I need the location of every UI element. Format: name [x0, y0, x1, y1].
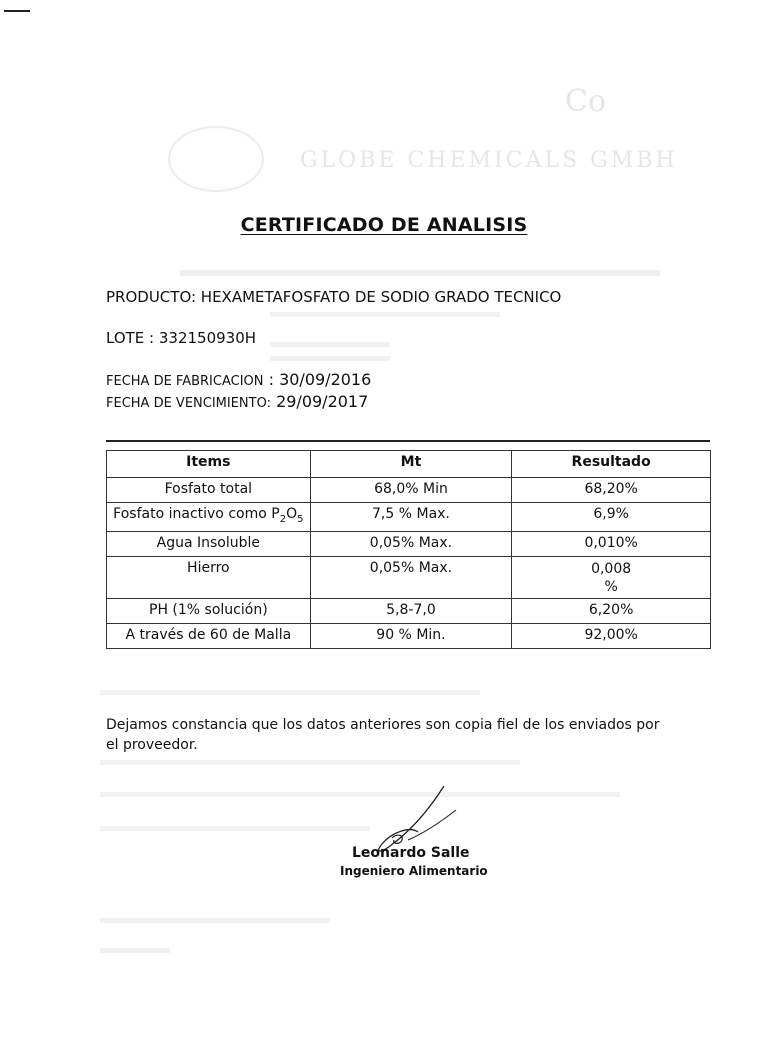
expiry-date-value: 29/09/2017 [270, 392, 369, 411]
mt-cell: 90 % Min. [310, 623, 512, 648]
section-divider [106, 440, 710, 442]
signatory-role: Ingeniero Alimentario [340, 864, 488, 878]
mt-cell: 0,05% Max. [310, 531, 512, 556]
item-cell: PH (1% solución) [107, 598, 311, 623]
scan-mark [4, 10, 30, 12]
result-cell: 6,20% [512, 598, 711, 623]
lot-line: LOTE : 332150930H [106, 329, 257, 347]
bleed-through-text [100, 918, 330, 923]
manufacture-date-value: 30/09/2016 [279, 370, 372, 389]
bleed-through-text [100, 948, 170, 953]
bleed-through-seal [168, 126, 264, 192]
table-row [107, 503, 711, 532]
item-text: O [286, 506, 298, 522]
item-cell [107, 503, 311, 532]
result-cell: 68,20% [512, 478, 711, 503]
result-value: 0,008 % [591, 560, 632, 595]
subscript: 5 [297, 513, 304, 525]
table-row [107, 623, 711, 648]
result-cell: 0,010% [512, 531, 711, 556]
item-cell: Hierro [107, 556, 311, 598]
item-text: Fosfato inactivo como P [113, 506, 280, 522]
analysis-table [106, 450, 711, 649]
table-row [107, 531, 711, 556]
signatory-name: Leonardo Salle [352, 845, 470, 861]
certification-note: Dejamos constancia que los datos anteriores son copia fiel de los enviados por el proveedor. [106, 717, 660, 753]
table-row [107, 598, 711, 623]
header-items: Items [107, 451, 311, 478]
expiry-date-label: FECHA DE VENCIMIENTO: [106, 396, 271, 411]
mt-cell: 68,0% Min [310, 478, 512, 503]
bleed-through-text [270, 312, 500, 317]
table-row [107, 478, 711, 503]
mt-cell: 7,5 % Max. [310, 503, 512, 532]
manufacture-date-label: FECHA DE FABRICACION [106, 374, 264, 389]
manufacture-date-line [106, 370, 371, 389]
bleed-through-fragment: Co [565, 84, 607, 119]
subscript: 2 [279, 513, 287, 525]
header-mt: Mt [310, 451, 512, 478]
item-cell: Fosfato total [107, 478, 311, 503]
mt-cell: 5,8-7,0 [310, 598, 512, 623]
item-cell: A través de 60 de Malla [107, 623, 311, 648]
document-title: CERTIFICADO DE ANALISIS [240, 214, 528, 236]
product-line: PRODUCTO: HEXAMETAFOSFATO DE SODIO GRADO TECNICO [106, 288, 562, 306]
result-cell [512, 556, 711, 598]
bleed-through-line [180, 270, 660, 276]
header-resultado: Resultado [512, 451, 711, 478]
bleed-through-text [100, 760, 520, 765]
mt-cell: 0,05% Max. [310, 556, 512, 598]
bleed-through-text [100, 690, 480, 695]
result-cell: 6,9% [512, 503, 711, 532]
bleed-through-text [270, 356, 390, 361]
bleed-through-text [270, 342, 390, 347]
bleed-through-text [100, 826, 370, 831]
bleed-through-company: GLOBE CHEMICALS GMBH [300, 148, 678, 173]
item-cell: Agua Insoluble [107, 531, 311, 556]
table-header-row [107, 451, 711, 478]
expiry-date-line [106, 392, 368, 411]
result-cell: 92,00% [512, 623, 711, 648]
table-row [107, 556, 711, 598]
manufacture-date-separator: : [263, 370, 280, 389]
